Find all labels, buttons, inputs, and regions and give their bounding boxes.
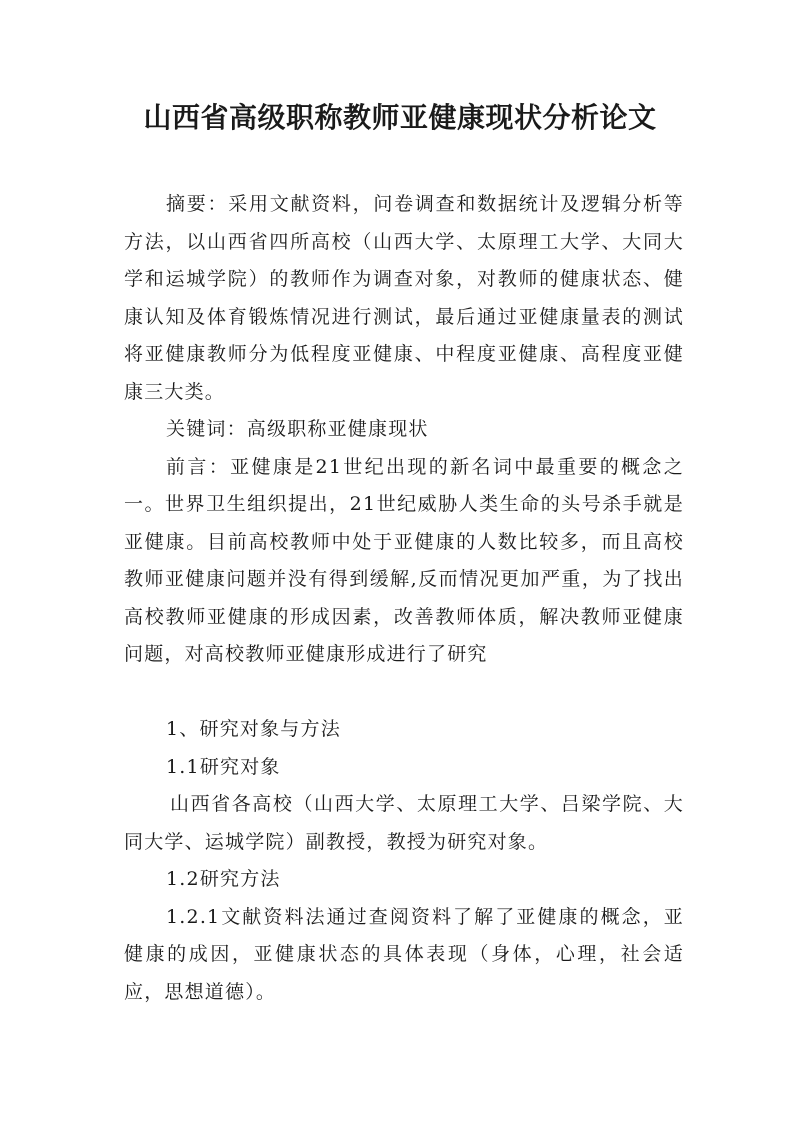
keywords-paragraph: 关键词：高级职称亚健康现状 — [166, 418, 429, 440]
preface-paragraph: 前言：亚健康是21世纪出现的新名词中最重要的概念之一。世界卫生组织提出，21世纪威胁人类生命的头号杀手就是亚健康。目前高校教师中处于亚健康的人数比较多，而且高校教师亚健康问题并没有得到缓解,反而情况更加严重，为了找出高校教师亚健康的形成因素，改善教师体质，解决教师亚健康问题，对高校教师亚健康形成进行了研究 — [124, 455, 684, 665]
section-1-2-heading: 1.2研究方法 — [166, 868, 281, 890]
section-1-heading: 1、研究对象与方法 — [166, 718, 341, 740]
section-1-1-paragraph: 山西省各高校（山西大学、太原理工大学、吕梁学院、大同大学、运城学院）副教授，教授为研究对象。 — [124, 793, 684, 853]
section-1-1-heading: 1.1研究对象 — [166, 755, 281, 778]
section-1-2-1-paragraph: 1.2.1文献资料法通过查阅资料了解了亚健康的概念，亚健康的成因，亚健康状态的具体表现（身体，心理，社会适应，思想道德）。 — [124, 905, 684, 1003]
abstract-paragraph: 摘要：采用文献资料，问卷调查和数据统计及逻辑分析等方法，以山西省四所高校（山西大学、太原理工大学、大同大学和运城学院）的教师作为调查对象，对教师的健康状态、健康认知及体育锻炼情况进行测试，最后通过亚健康量表的测试将亚健康教师分为低程度亚健康、中程度亚健康、高程度亚健康三大类。 — [124, 193, 684, 403]
document-title: 山西省高级职称教师亚健康现状分析论文 — [143, 101, 657, 134]
paragraph-spacer — [124, 674, 684, 712]
document-body — [124, 186, 684, 1011]
